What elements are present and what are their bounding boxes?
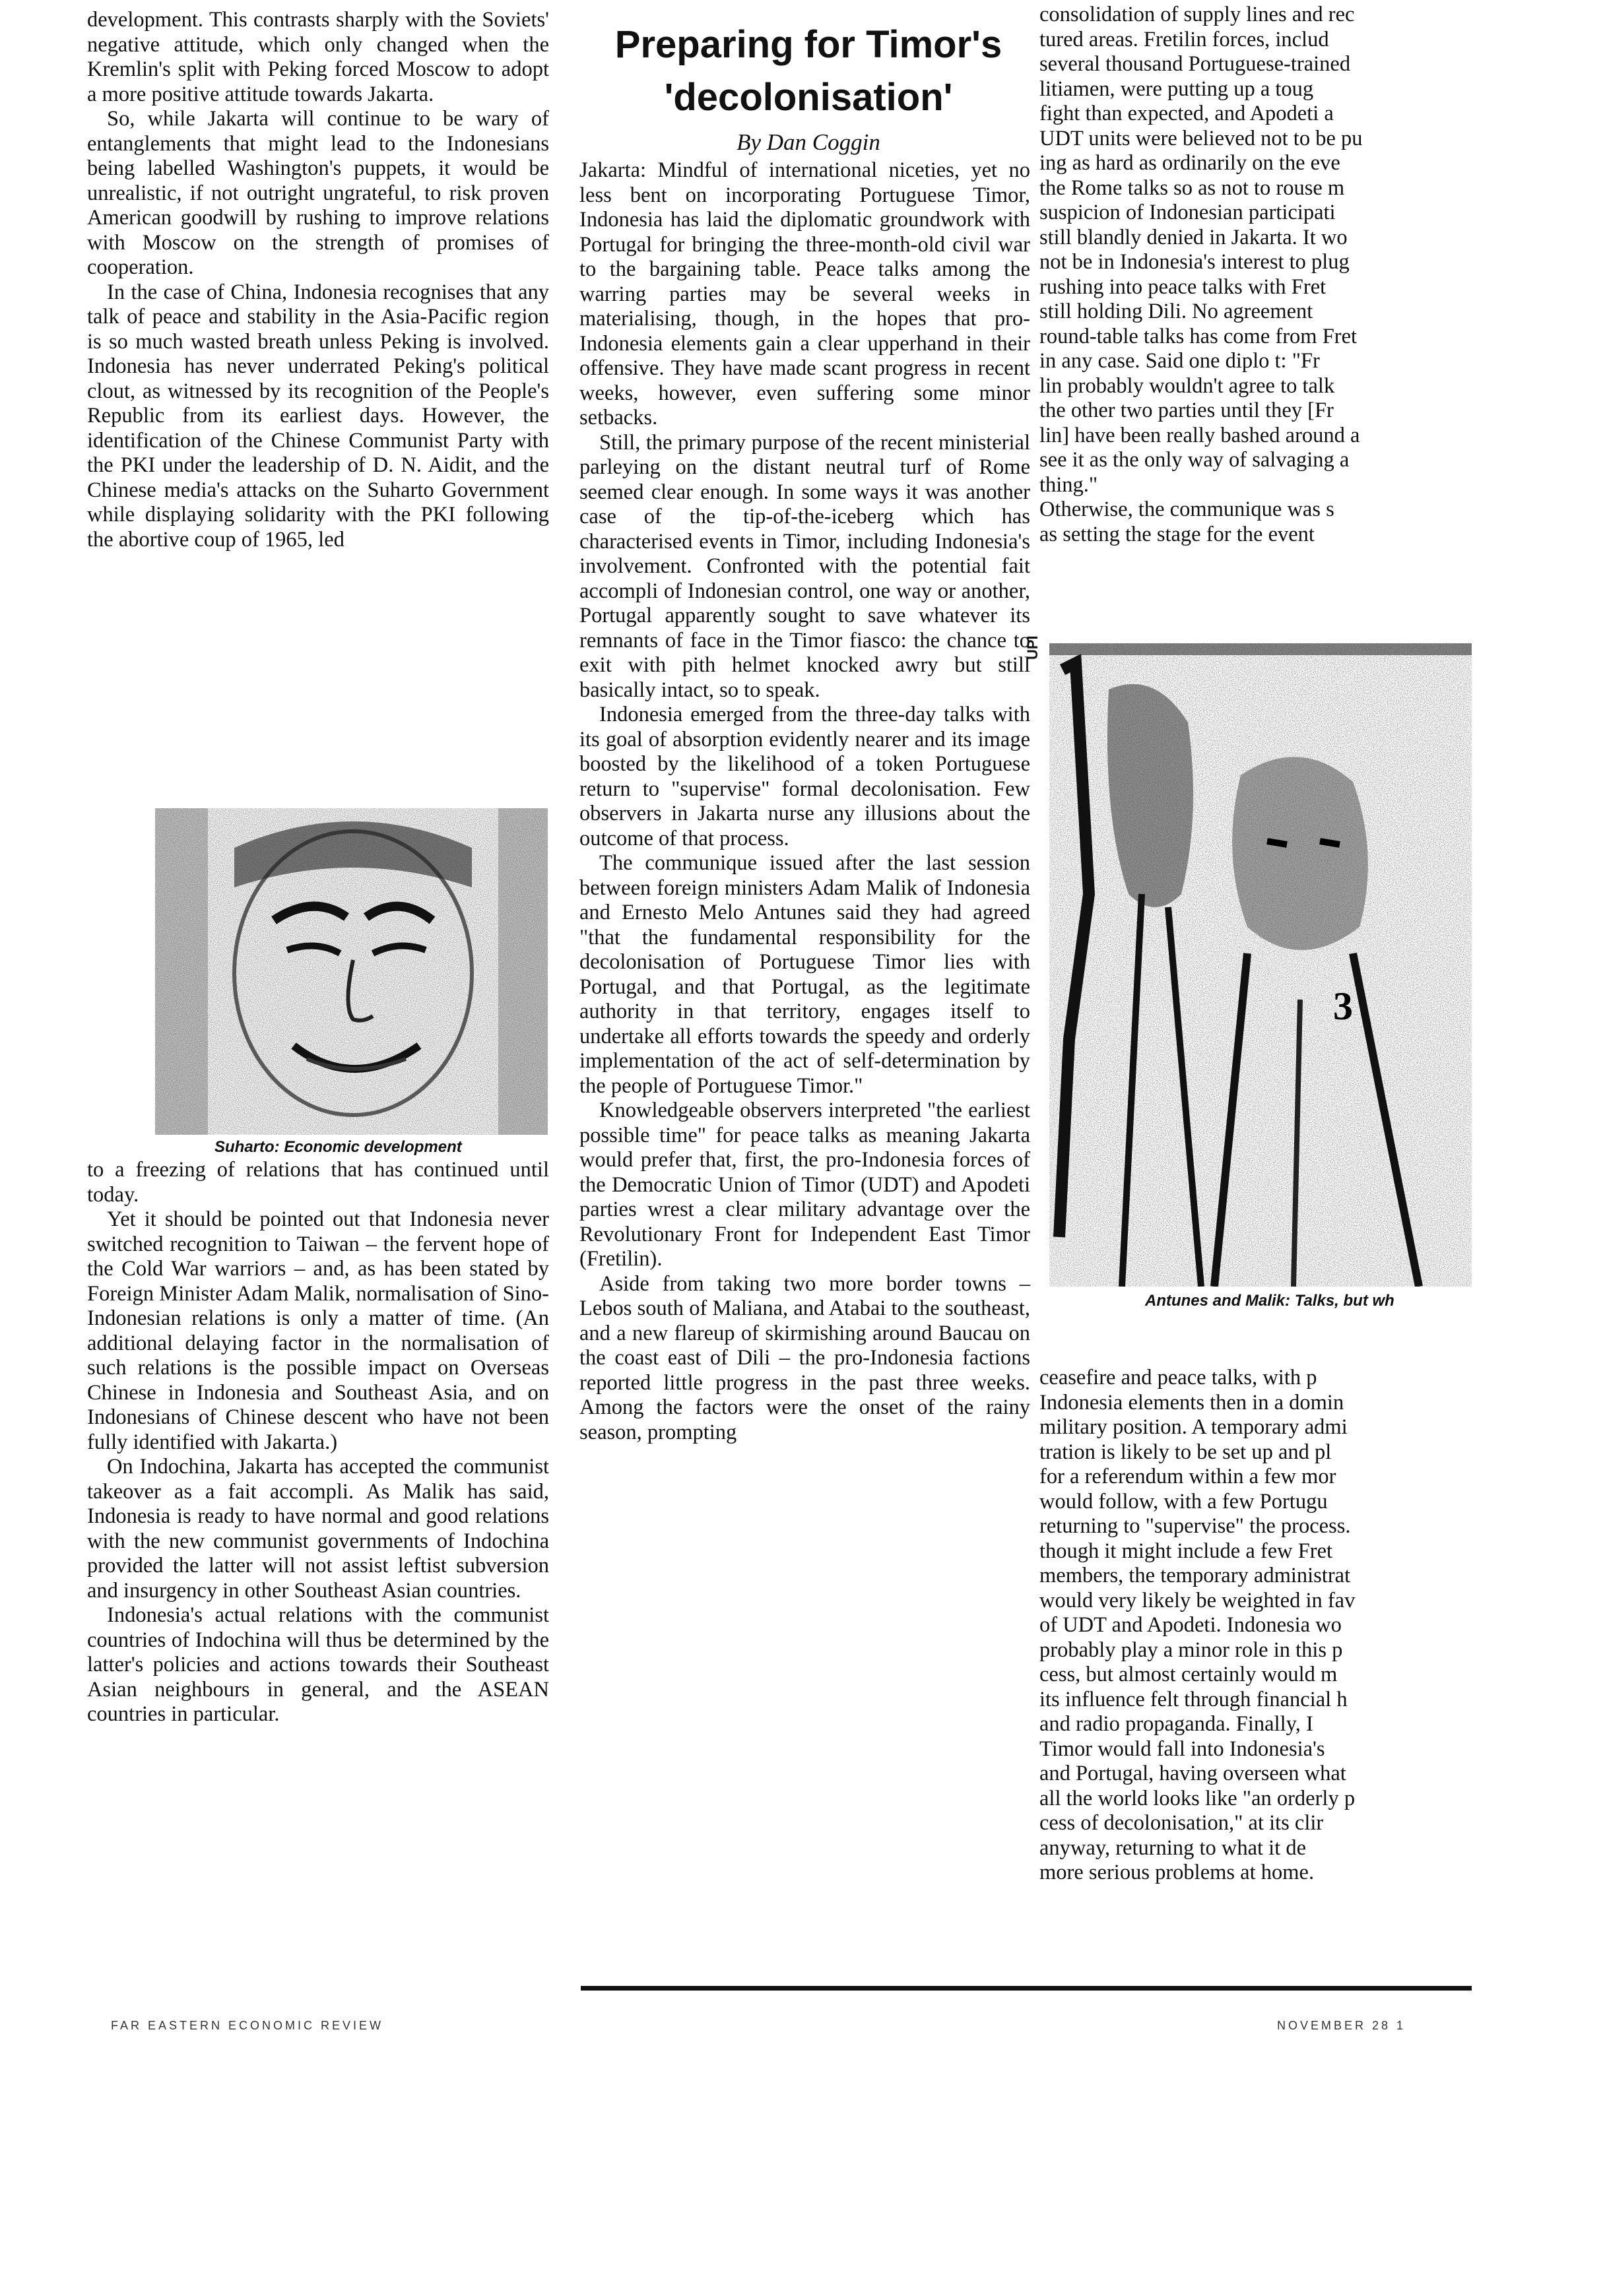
text-line: of UDT and Apodeti. Indonesia wo	[1039, 1613, 1342, 1637]
text-line: tured areas. Fretilin forces, includ	[1039, 27, 1329, 51]
suharto-photo	[155, 808, 548, 1135]
paragraph: Knowledgeable observers interpreted "the earliest possible time" for peace talks as meaning Jakarta would prefer that, first, the pro-Indonesia forces of the Democratic Union of Timor (UDT) and Apodeti parties wrest a clear military advantage over the Revolutionary Front for Independent East Timor (Fretilin).	[579, 1099, 1030, 1271]
headline-line-2: 'decolonisation'	[664, 76, 953, 119]
column-2	[579, 158, 1030, 1445]
text-line: anyway, returning to what it de	[1039, 1835, 1307, 1860]
text-line: members, the temporary administrat	[1039, 1564, 1351, 1587]
paragraph: Indonesia emerged from the three-day talks with its goal of absorption evidently nearer and its image boosted by the likelihood of a token Portuguese return to "supervise" formal decolonisation. Few observers in Jakarta nurse any illusions about the outcome of that process.	[579, 703, 1030, 850]
text-line: tration is likely to be set up and pl	[1039, 1440, 1332, 1464]
paragraph: Still, the primary purpose of the recent ministerial parleying on the distant neutral turf of Rome seemed clear enough. In some ways it was another case of the tip-of-the-iceberg which has characterised events in Timor, including Indonesia's involvement. Confronted with the potential fait accompli of Indonesian control, one way or another, Portugal apparently sought to save whatever its remnants of face in the Timor fiasco: the chance to exit with pith helmet knocked awry but still basically intact, so to speak.	[579, 430, 1030, 702]
footer-publication: FAR EASTERN ECONOMIC REVIEW	[111, 2019, 384, 2032]
article-headline	[581, 18, 1036, 124]
text-line: not be in Indonesia's interest to plug	[1039, 250, 1350, 274]
text-line: the other two parties until they [Fr	[1039, 399, 1334, 422]
text-line: all the world looks like "an orderly p	[1039, 1786, 1356, 1810]
text-line: probably play a minor role in this p	[1039, 1638, 1343, 1662]
column-1-bottom	[87, 1158, 549, 1727]
text-line: round-table talks has come from Fret	[1039, 324, 1358, 348]
text-line: Timor would fall into Indonesia's	[1039, 1737, 1325, 1761]
text-line: though it might include a few Fret	[1039, 1539, 1333, 1563]
text-line: and Portugal, having overseen what	[1039, 1762, 1346, 1785]
text-line: would follow, with a few Portugu	[1039, 1489, 1328, 1514]
text-line: its influence felt through financial h	[1039, 1687, 1348, 1711]
text-line: still holding Dili. No agreement	[1039, 300, 1313, 323]
paragraph: On Indochina, Jakarta has accepted the communist takeover as a fait accompli. As Malik has said, Indonesia is ready to have normal and good relations with the new communist governments of Indochina provided the latter will not assist leftist subversion and insurgency in other Southeast Asian countries.	[87, 1455, 549, 1603]
text-line: thing."	[1039, 472, 1098, 497]
text-line: rushing into peace talks with Fret	[1039, 274, 1327, 299]
text-line: still blandly denied in Jakarta. It wo	[1039, 225, 1348, 249]
byline: By Dan Coggin	[737, 129, 880, 155]
paragraph: Jakarta: Mindful of international niceties, yet no less bent on incorporating Portuguese Timor, Indonesia has laid the diplomatic groundwork with Portugal for bringing the three-month-old civil war to the bargaining table. Peace talks among the warring parties may be several weeks in materialising, though, in the hopes that pro-Indonesia elements gain a clear upperhand in their offensive. They have made scant progress in recent weeks, however, even suffering some minor setbacks.	[579, 158, 1030, 430]
column-3-top	[1039, 3, 1472, 547]
text-line: and radio propaganda. Finally, I	[1039, 1712, 1313, 1736]
column-3-bottom	[1039, 1366, 1472, 1886]
text-line: more serious problems at home.	[1039, 1861, 1315, 1884]
text-line: cess of decolonisation," at its clir	[1039, 1811, 1324, 1835]
text-line: see it as the only way of salvaging a	[1039, 448, 1350, 472]
antunes-malik-caption: Antunes and Malik: Talks, but wh	[1145, 1292, 1394, 1310]
photo-credit: UPI	[1024, 635, 1041, 660]
paragraph: The communique issued after the last session between foreign ministers Adam Malik of Indonesia and Ernesto Melo Antunes said they had agreed "that the fundamental responsibility for the decolonisation of Portuguese Timor lies with Portugal, and that Portugal, as the legitimate authority in that territory, engages itself to undertake all efforts towards the speedy and orderly implementation of the act of self-determination by the people of Portuguese Timor."	[579, 851, 1030, 1098]
paragraph: So, while Jakarta will continue to be wary of entanglements that might lead to the Indonesians being labelled Washington's puppets, it would be unrealistic, if not outright ungrateful, to risk proven American goodwill by rushing to improve relations with Moscow on the strength of promises of cooperation.	[87, 107, 549, 279]
text-line: would very likely be weighted in fav	[1039, 1588, 1356, 1612]
svg-text:3: 3	[1333, 984, 1353, 1028]
text-line: ing as hard as ordinarily on the eve	[1039, 151, 1340, 175]
column-1-top	[87, 8, 549, 552]
text-line: for a referendum within a few mor	[1039, 1465, 1336, 1488]
paragraph: Aside from taking two more border towns – Lebos south of Maliana, and Atabai to the southeast, and a new flareup of skirmishing around Baucau on the coast east of Dili – the pro-Indonesia factions reported little progress in the past three weeks. Among the factors were the onset of the rainy season, prompting	[579, 1271, 1030, 1444]
text-line: litiamen, were putting up a toug	[1039, 77, 1314, 101]
text-line: returning to "supervise" the process.	[1039, 1514, 1351, 1538]
text-line: the Rome talks so as not to rouse m	[1039, 175, 1345, 200]
text-line: as setting the stage for the event	[1039, 522, 1315, 546]
text-line: cess, but almost certainly would m	[1039, 1663, 1338, 1686]
paragraph: In the case of China, Indonesia recognises that any talk of peace and stability in the Asia-Pacific region is so much wasted breath unless Peking is involved. Indonesia has never underrated Peking's political clout, as witnessed by its recognition of the People's Republic from its earliest days. However, the identification of the Chinese Communist Party with the PKI under the leadership of D. N. Aidit, and the Chinese media's attacks on the Suharto Government while displaying solidarity with the PKI following the abortive coup of 1965, led	[87, 280, 549, 552]
text-line: Otherwise, the communique was s	[1039, 497, 1334, 521]
text-line: in any case. Said one diplo t: "Fr	[1039, 349, 1320, 373]
text-line: lin] have been really bashed around a	[1039, 423, 1360, 447]
footer-date: NOVEMBER 28 1	[1277, 2019, 1406, 2032]
text-line: Indonesia elements then in a domin	[1039, 1390, 1344, 1415]
paragraph: Indonesia's actual relations with the communist countries of Indochina will thus be determined by the latter's policies and actions towards their Southeast Asian neighbours in general, and the ASEAN countries in particular.	[87, 1603, 549, 1726]
paragraph: development. This contrasts sharply with the Soviets' negative attitude, which only changed when the Kremlin's split with Peking forced Moscow to adopt a more positive attitude towards Jakarta.	[87, 8, 549, 106]
antunes-malik-photo	[1049, 643, 1472, 1287]
paragraph: to a freezing of relations that has continued until today.	[87, 1158, 549, 1207]
text-line: ceasefire and peace talks, with p	[1039, 1366, 1317, 1389]
headline-line-1: Preparing for Timor's	[614, 23, 1002, 66]
text-line: military position. A temporary admi	[1039, 1415, 1348, 1439]
text-line: fight than expected, and Apodeti a	[1039, 102, 1334, 125]
text-line: several thousand Portuguese-trained	[1039, 52, 1351, 76]
paragraph: Yet it should be pointed out that Indonesia never switched recognition to Taiwan – the fervent hope of the Cold War warriors – and, as has been stated by Foreign Minister Adam Malik, normalisation of Sino-Indonesian relations is only a matter of time. (An additional delaying factor in the normalisation of such relations is the possible impact on Overseas Chinese in Indonesia and Southeast Asia, and on Indonesians of Chinese descent who have not been fully identified with Jakarta.)	[87, 1207, 549, 1454]
suharto-caption: Suharto: Economic development	[214, 1138, 462, 1156]
text-line: consolidation of supply lines and rec	[1039, 3, 1355, 26]
text-line: UDT units were believed not to be pu	[1039, 126, 1363, 150]
text-line: lin probably wouldn't agree to talk	[1039, 373, 1335, 398]
text-line: suspicion of Indonesian participati	[1039, 201, 1336, 224]
article-end-rule	[581, 1986, 1472, 1991]
